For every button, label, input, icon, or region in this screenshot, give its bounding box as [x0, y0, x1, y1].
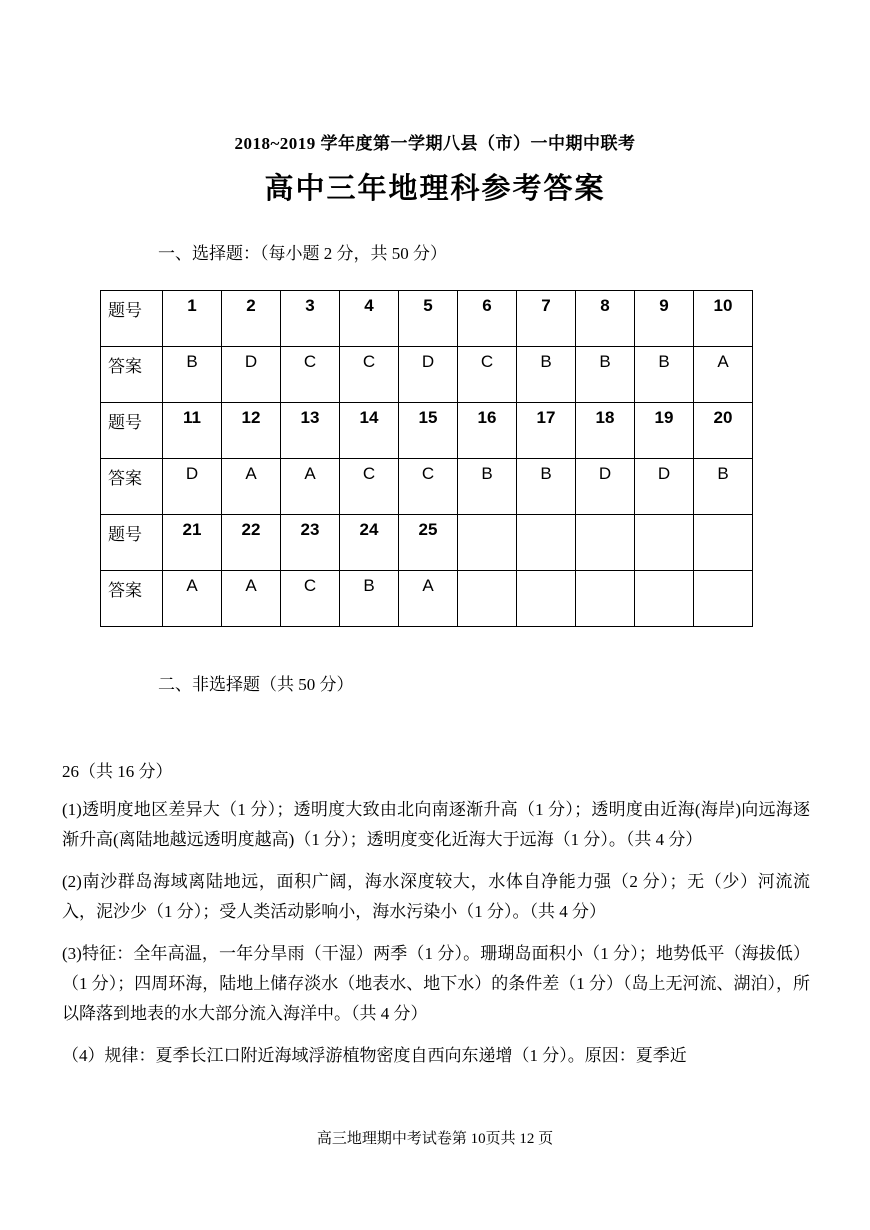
question-number-cell: 22	[222, 515, 281, 571]
question-number-cell	[635, 515, 694, 571]
question-number-cell: 7	[517, 291, 576, 347]
question-number-cell	[576, 515, 635, 571]
question-number-cell: 21	[163, 515, 222, 571]
table-row	[101, 403, 753, 459]
answer-cell: A	[281, 459, 340, 515]
answer-cell: B	[517, 459, 576, 515]
answer-paragraph-2: (2)南沙群岛海域离陆地远，面积广阔，海水深度较大，水体自净能力强（2 分）；无（少）河流流入，泥沙少（1 分）；受人类活动影响小，海水污染小（1 分）。（共 4 分）	[62, 872, 810, 921]
question-number-cell: 8	[576, 291, 635, 347]
table-row	[101, 291, 753, 347]
question-26-heading: 26（共 16 分）	[62, 762, 173, 781]
question-number-cell: 10	[694, 291, 753, 347]
question-number-cell: 19	[635, 403, 694, 459]
answer-cell: C	[340, 459, 399, 515]
answer-cell: B	[635, 347, 694, 403]
question-number-cell: 2	[222, 291, 281, 347]
answer-cell: C	[458, 347, 517, 403]
answer-paragraph-4: （4）规律：夏季长江口附近海域浮游植物密度自西向东递增（1 分）。原因：夏季近	[62, 1046, 687, 1065]
question-number-cell: 13	[281, 403, 340, 459]
section-title-non-multiple-choice: 二、非选择题（共 50 分）	[158, 675, 354, 694]
question-number-cell: 15	[399, 403, 458, 459]
table-row	[101, 571, 753, 627]
row-label: 题号	[101, 291, 163, 347]
row-label: 答案	[101, 459, 163, 515]
answer-cell	[635, 571, 694, 627]
answer-cell: A	[222, 459, 281, 515]
answer-cell: B	[517, 347, 576, 403]
row-label: 题号	[101, 515, 163, 571]
answer-cell	[576, 571, 635, 627]
question-number-cell	[517, 515, 576, 571]
table-row	[101, 515, 753, 571]
answer-cell: D	[635, 459, 694, 515]
answer-cell: C	[340, 347, 399, 403]
question-number-cell: 3	[281, 291, 340, 347]
table-row	[101, 347, 753, 403]
question-number-cell: 23	[281, 515, 340, 571]
answer-cell: A	[163, 571, 222, 627]
answer-table-body	[101, 291, 753, 627]
question-number-cell: 25	[399, 515, 458, 571]
answer-cell: C	[281, 347, 340, 403]
answer-cell: B	[694, 459, 753, 515]
answer-cell: D	[163, 459, 222, 515]
answer-key-heading: 高中三年地理科参考答案	[264, 173, 606, 205]
question-number-cell: 9	[635, 291, 694, 347]
answer-cell: B	[576, 347, 635, 403]
answer-cell: D	[222, 347, 281, 403]
question-number-cell	[694, 515, 753, 571]
answer-cell	[458, 571, 517, 627]
question-number-cell: 6	[458, 291, 517, 347]
question-number-cell: 16	[458, 403, 517, 459]
answer-cell: D	[576, 459, 635, 515]
answer-cell: B	[163, 347, 222, 403]
answer-cell: A	[694, 347, 753, 403]
question-number-cell	[458, 515, 517, 571]
answer-cell	[517, 571, 576, 627]
answer-cell: A	[222, 571, 281, 627]
exam-session-title: 2018~2019 学年度第一学期八县（市）一中期中联考	[234, 134, 636, 153]
question-number-cell: 14	[340, 403, 399, 459]
question-26-answers	[62, 795, 810, 1083]
page-footer: 高三地理期中考试卷第 10页共 12 页	[316, 1131, 554, 1147]
question-number-cell: 11	[163, 403, 222, 459]
question-number-cell: 1	[163, 291, 222, 347]
answer-paragraph-1: (1)透明度地区差异大（1 分）；透明度大致由北向南逐渐升高（1 分）；透明度由近海(海岸)向远海逐渐升高(离陆地越远透明度越高)（1 分）；透明度变化近海大于远海（1 分）。（共 4 分）	[62, 800, 810, 849]
answer-cell: A	[399, 571, 458, 627]
question-number-cell: 24	[340, 515, 399, 571]
row-label: 答案	[101, 571, 163, 627]
answer-cell: B	[458, 459, 517, 515]
answer-paragraph-3: (3)特征：全年高温，一年分旱雨（干湿）两季（1 分）。珊瑚岛面积小（1 分）；地势低平（海拔低）（1 分）；四周环海，陆地上储存淡水（地表水、地下水）的条件差（1 分）（岛上无河流、湖泊），所以降落到地表的水大部分流入海洋中。（共 4 分）	[62, 944, 810, 1023]
section-title-multiple-choice: 一、选择题：（每小题 2 分，共 50 分）	[158, 244, 447, 263]
question-number-cell: 18	[576, 403, 635, 459]
row-label: 答案	[101, 347, 163, 403]
answer-cell	[694, 571, 753, 627]
answer-cell: D	[399, 347, 458, 403]
question-number-cell: 20	[694, 403, 753, 459]
table-row	[101, 459, 753, 515]
answer-table	[100, 290, 753, 627]
question-number-cell: 4	[340, 291, 399, 347]
question-number-cell: 5	[399, 291, 458, 347]
question-number-cell: 12	[222, 403, 281, 459]
answer-cell: C	[399, 459, 458, 515]
answer-cell: C	[281, 571, 340, 627]
question-number-cell: 17	[517, 403, 576, 459]
row-label: 题号	[101, 403, 163, 459]
answer-cell: B	[340, 571, 399, 627]
